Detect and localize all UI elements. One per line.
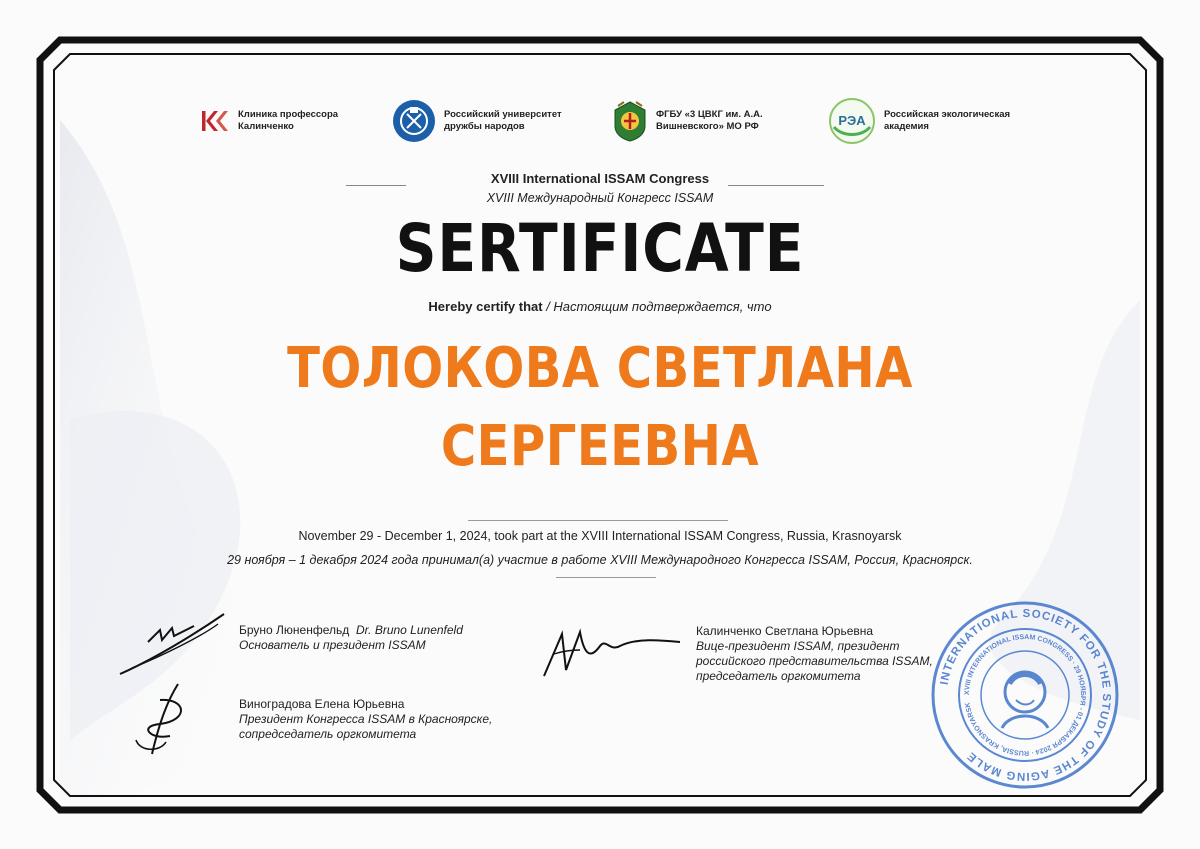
- rea-academy-logo-icon: [828, 97, 876, 145]
- congress-title-ru: XVIII Международный Конгресс ISSAM: [486, 191, 714, 205]
- partner-logo-label: Российская экологическая академия: [884, 109, 1011, 132]
- participation-text-en: November 29 - December 1, 2024, took part at the XVIII International ISSAM Congress, Russia, Krasnoyarsk: [298, 529, 902, 543]
- signatory-name-en: Dr. Bruno Lunenfeld: [355, 623, 463, 637]
- kk-clinic-logo-icon: [200, 108, 230, 134]
- participation-text-ru: 29 ноября – 1 декабря 2024 года принимал(а) участие в работе XVIII Международного Конгресса ISSAM, Россия, Красноярск.: [227, 553, 973, 567]
- signatory-2: [239, 697, 539, 742]
- signature-vinogradova-icon: [130, 680, 200, 760]
- signatory-3: [696, 624, 936, 684]
- rea-mark-text: РЭА: [838, 113, 866, 128]
- partner-logos: [200, 96, 1030, 146]
- issam-seal-stamp-icon: [930, 600, 1120, 790]
- signature-kalinchenko-icon: [540, 624, 684, 680]
- svg-text:XVIII INTERNATIONAL ISSAM CONG: XVIII INTERNATIONAL ISSAM CONGRESS · 29 НОЯБРЯ - 01 ДЕКАБРЯ 2024 · RUSSIA, KRASNOYARSK: [963, 633, 1087, 757]
- certify-text-en: Hereby certify that: [428, 299, 543, 314]
- partner-logo-label: ФГБУ «3 ЦВКГ им. А.А. Вишневского» МО РФ: [656, 109, 763, 132]
- decorative-rule: [468, 520, 728, 521]
- partner-logo-academy: [828, 96, 1034, 146]
- vishnevsky-hospital-emblem-icon: [612, 100, 648, 142]
- partner-logo-clinic: [200, 96, 388, 146]
- signatory-role: Вице-президент ISSAM, президент российского представительства ISSAM, председатель оргкомитета: [696, 639, 933, 683]
- congress-title-en: XVIII International ISSAM Congress: [490, 171, 710, 186]
- partner-logo-university: [392, 96, 594, 146]
- partner-logo-hospital: [612, 96, 806, 146]
- decorative-rule: [556, 577, 656, 578]
- signature-lunenfeld-icon: [112, 606, 230, 680]
- recipient-name-line-1: ТОЛОКОВА СВЕТЛАНА: [287, 336, 913, 401]
- signatory-name: Калинченко Светлана Юрьевна: [696, 624, 874, 638]
- signatory-role: Президент Конгресса ISSAM в Красноярске, сопредседатель оргкомитета: [239, 712, 493, 741]
- partner-logo-label: Клиника профессора Калинченко: [238, 109, 339, 132]
- signatory-name: Виноградова Елена Юрьевна: [239, 697, 405, 711]
- recipient-name-line-2: СЕРГЕЕВНА: [440, 414, 760, 479]
- rudn-university-logo-icon: [392, 99, 436, 143]
- partner-logo-label: Российский университет дружбы народов: [444, 109, 562, 132]
- certify-line: [0, 299, 1200, 314]
- svg-text:INTERNATIONAL SOCIETY FOR THE: INTERNATIONAL SOCIETY FOR THE STUDY OF THE AGING MALE: [938, 607, 1113, 783]
- signatory-1: [239, 623, 519, 653]
- certify-text-ru: / Настоящим подтверждается, что: [542, 299, 772, 314]
- signatory-role: Основатель и президент ISSAM: [239, 638, 426, 652]
- certificate-title: SERTIFICATE: [395, 210, 805, 287]
- signatory-name: Бруно Люненфельд: [239, 623, 350, 637]
